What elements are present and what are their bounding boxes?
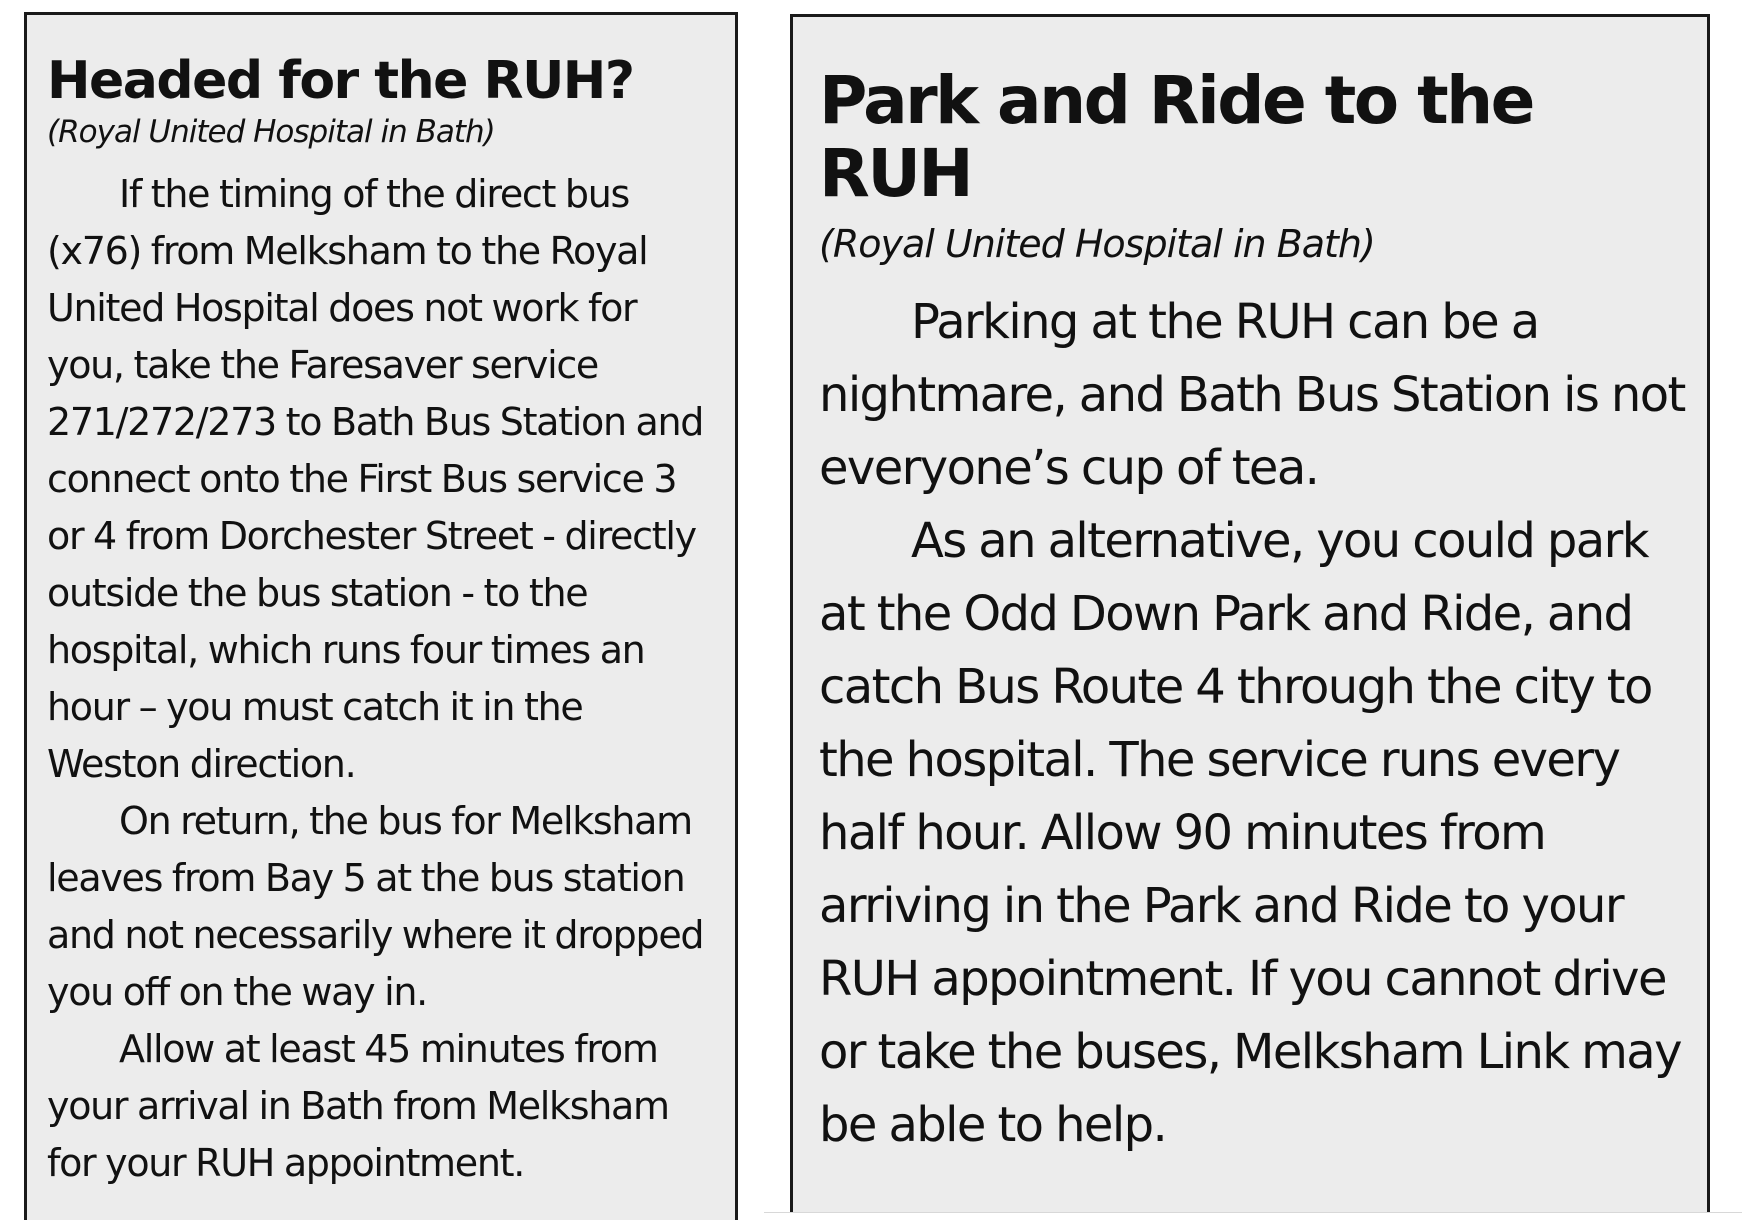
park-and-ride-article bbox=[790, 14, 1710, 1212]
article-title: Headed for the RUH? bbox=[47, 51, 634, 111]
article-subtitle: (Royal United Hospital in Bath) bbox=[47, 114, 495, 151]
bottom-divider bbox=[764, 1212, 1742, 1213]
article-subtitle: (Royal United Hospital in Bath) bbox=[819, 222, 1375, 267]
article-paragraph: As an alternative, you could park at the Odd Down Park and Ride, and catch Bus Route 4 through the city to the hospital. The service runs every half hour. Allow 90 minutes from arriving in the Park and Ride to your RUH appointment. If you cannot drive or take the buses, Melksham Link may be able to help. bbox=[819, 513, 1681, 1154]
article-paragraph: On return, the bus for Melksham leaves from Bay 5 at the bus station and not necessarily where it dropped you off on the way in. bbox=[47, 799, 704, 1015]
article-paragraph: Parking at the RUH can be a nightmare, and Bath Bus Station is not everyone’s cup of tea. bbox=[819, 294, 1685, 497]
article-title: Park and Ride to the RUH bbox=[819, 62, 1533, 212]
ruh-direct-bus-article bbox=[24, 12, 738, 1220]
article-paragraph: Allow at least 45 minutes from your arrival in Bath from Melksham for your RUH appointment. bbox=[47, 1027, 669, 1186]
article-paragraph: If the timing of the direct bus (x76) from Melksham to the Royal United Hospital does not work for you, take the Faresaver service 271/272/273 to Bath Bus Station and connect onto the First Bus service 3 or 4 from Dorchester Street - directly outside the bus station - to the hospital, which runs four times an hour – you must catch it in the Weston direction. bbox=[47, 172, 704, 787]
